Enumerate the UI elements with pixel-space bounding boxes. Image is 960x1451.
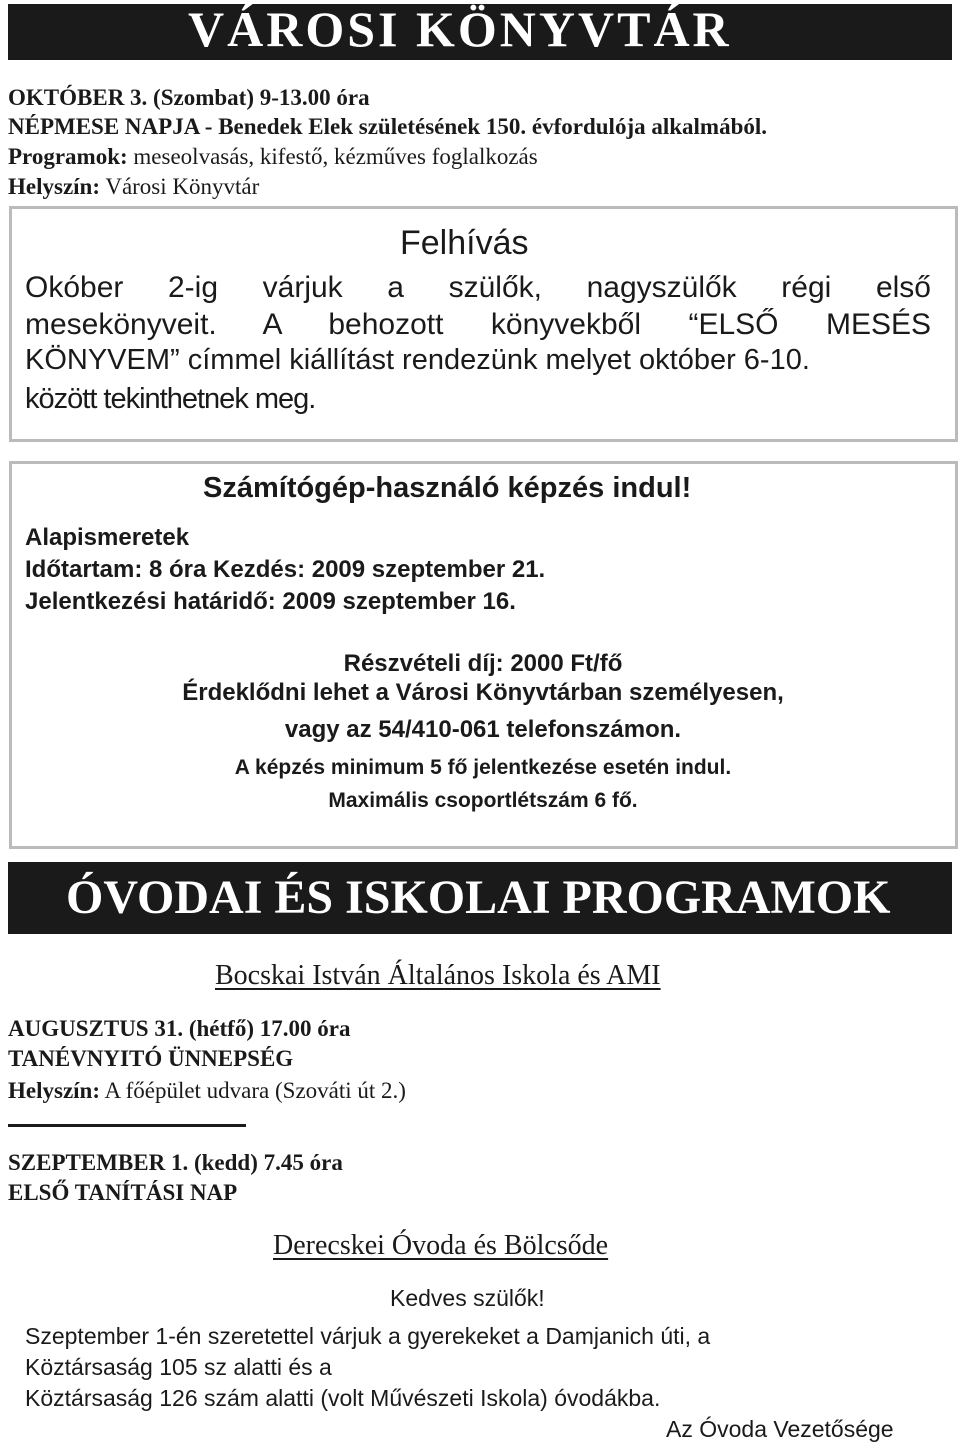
school-event2-title: ELSŐ TANÍTÁSI NAP [8, 1180, 238, 1205]
school-event1-location [8, 1076, 406, 1106]
school-name: Bocskai István Általános Iskola és AMI [215, 960, 661, 991]
school-event1-title: TANÉVNYITÓ ÜNNEPSÉG [8, 1046, 294, 1071]
training-deadline: Jelentkezési határidő: 2009 szeptember 16. [25, 588, 516, 615]
felhivas-line1: Okóber 2-ig várjuk a szülők, nagyszülők régi első [25, 271, 931, 304]
event1-title: NÉPMESE NAPJA - Benedek Elek születésének 150. évfordulója alkalmából. [8, 114, 768, 139]
school-event2-date: SZEPTEMBER 1. (kedd) 7.45 óra [8, 1150, 343, 1175]
felhivas-line3: KÖNYVEM” címmel kiállítást rendezünk melyet október 6-10. [25, 344, 810, 376]
school-location-label: Helyszín: [8, 1078, 100, 1103]
training-maximum: Maximális csoportlétszám 6 fő. [328, 789, 638, 812]
felhivas-line2: mesekönyveit. A behozott könyvekből “ELSŐ MESÉS [25, 308, 931, 341]
training-level: Alapismeretek [25, 524, 190, 551]
kindergarten-line2: Köztársaság 105 sz alatti és a [25, 1354, 332, 1380]
felhivas-line4: között tekinthetnek meg. [25, 383, 316, 415]
separator-rule [8, 1124, 246, 1127]
training-info-in-person: Érdeklődni lehet a Városi Könyvtárban személyesen, [182, 679, 784, 706]
library-title: VÁROSI KÖNYVTÁR [188, 1, 732, 57]
school-event1-date: AUGUSZTUS 31. (hétfő) 17.00 óra [8, 1016, 351, 1041]
location-label: Helyszín: [8, 174, 100, 199]
kindergarten-line1: Szeptember 1-én szeretettel várjuk a gyerekeket a Damjanich úti, a [25, 1323, 711, 1349]
programs-title: ÓVODAI ÉS ISKOLAI PROGRAMOK [66, 871, 891, 924]
programs-header-banner [8, 862, 952, 934]
kindergarten-greeting: Kedves szülők! [390, 1285, 545, 1311]
training-heading: Számítógép-használó képzés indul! [203, 472, 692, 504]
training-info-phone: vagy az 54/410-061 telefonszámon. [284, 716, 682, 743]
kindergarten-signature: Az Óvoda Vezetősége [666, 1416, 894, 1442]
training-duration: Időtartam: 8 óra Kezdés: 2009 szeptember 21. [25, 556, 546, 583]
library-header-banner [8, 1, 952, 60]
event1-programs [8, 142, 538, 172]
event1-date: OKTÓBER 3. (Szombat) 9-13.00 óra [8, 85, 370, 110]
felhivas-heading: Felhívás [400, 224, 529, 262]
school-location-value: A főépület udvara (Szováti út 2.) [100, 1078, 406, 1103]
programs-value: meseolvasás, kifestő, kézműves foglalkozás [127, 144, 538, 169]
training-minimum: A képzés minimum 5 fő jelentkezése esetén indul. [234, 756, 732, 779]
programs-label: Programok: [8, 144, 128, 169]
kindergarten-line3: Köztársaság 126 szám alatti (volt Művészeti Iskola) óvodákba. [25, 1385, 661, 1411]
event1-location [8, 172, 259, 202]
kindergarten-name: Derecskei Óvoda és Bölcsőde [273, 1230, 609, 1261]
location-value: Városi Könyvtár [100, 174, 260, 199]
training-fee: Részvételi díj: 2000 Ft/fő [343, 650, 623, 677]
